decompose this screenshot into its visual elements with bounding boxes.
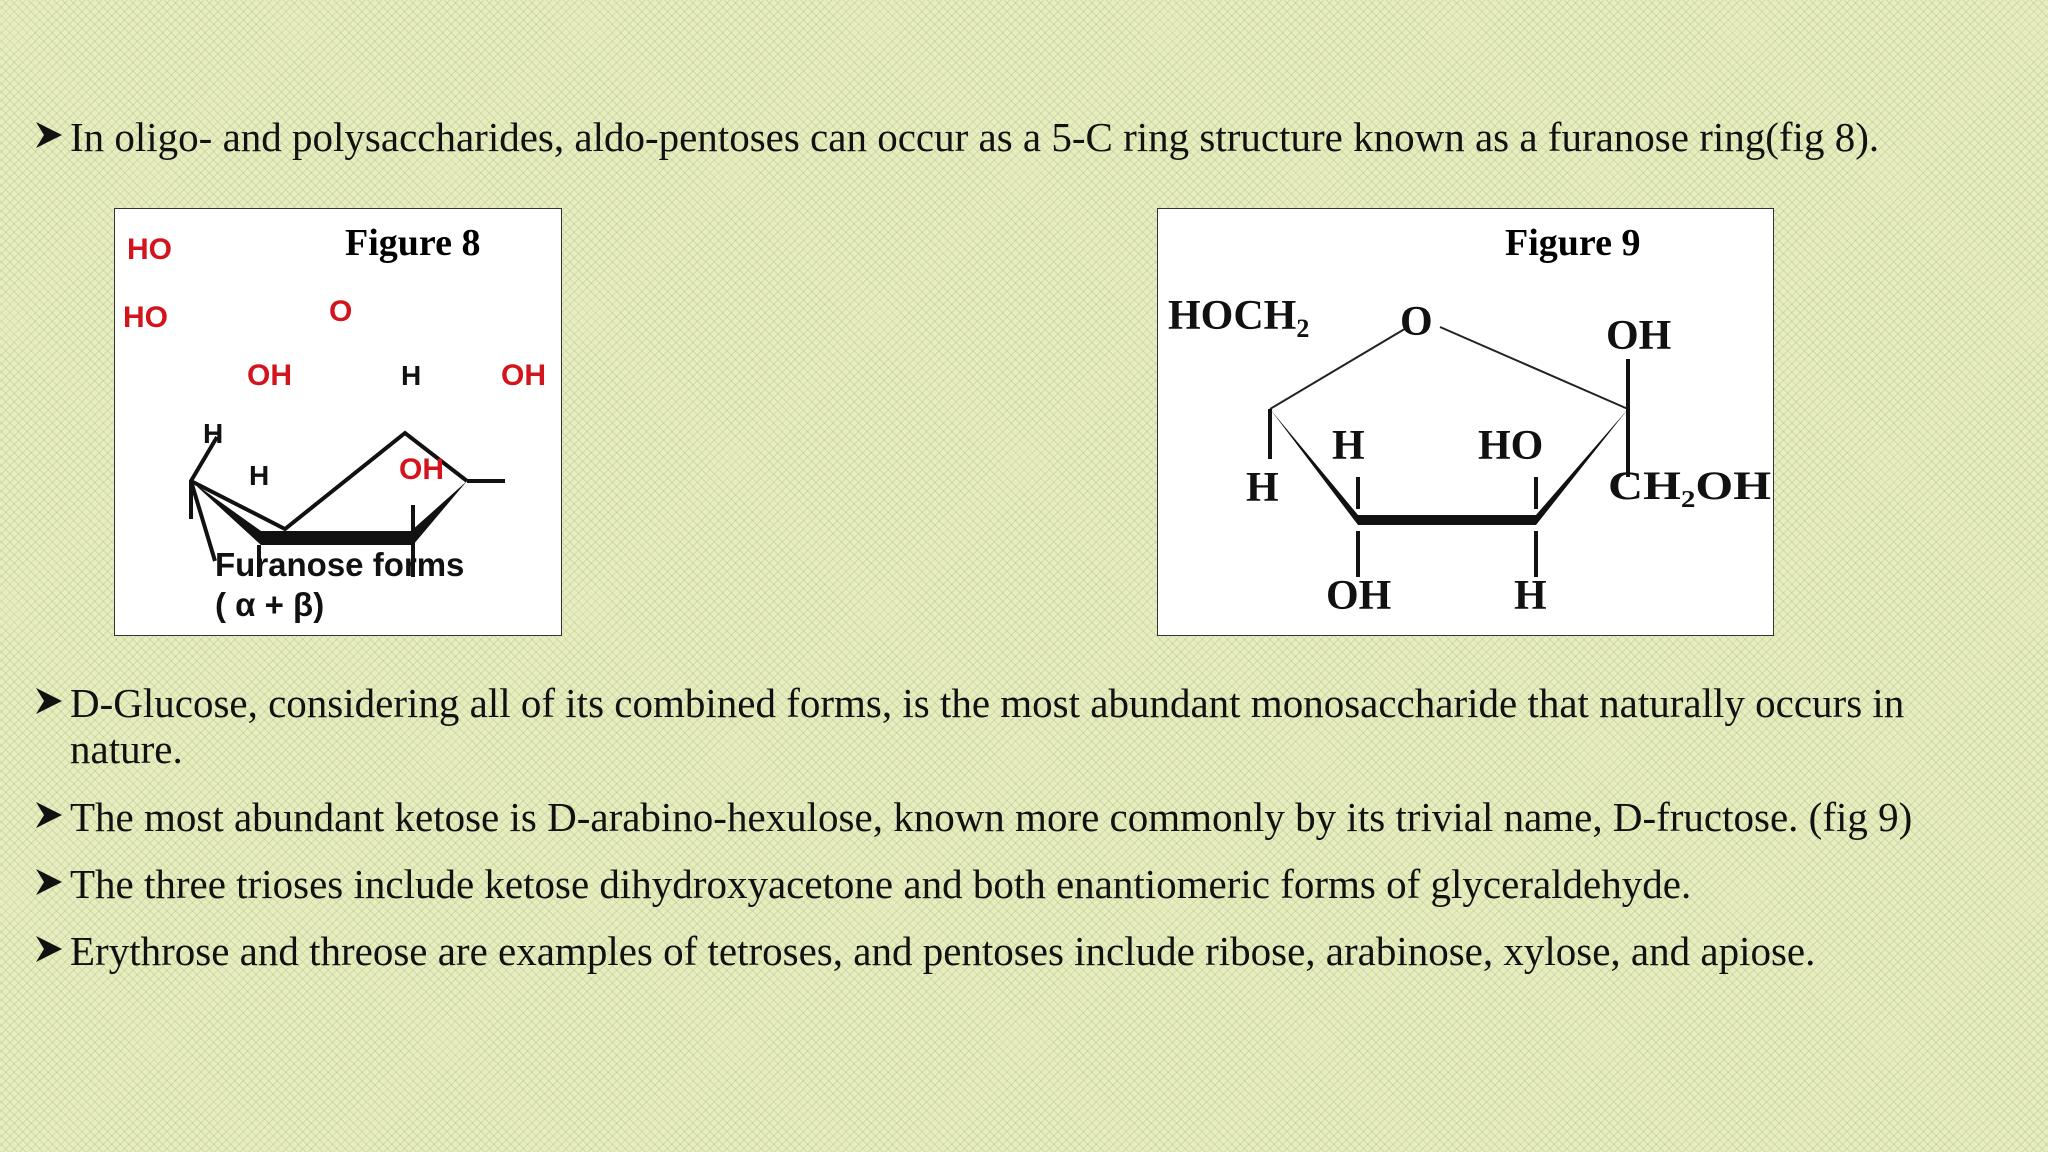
fig9-label-h-c4: H [1332, 423, 1365, 469]
figure-8-caption-line2: ( α + β) [215, 586, 325, 623]
fig9-label-h-c3: H [1514, 573, 1547, 619]
fig9-label-ho-c3: HO [1478, 423, 1544, 469]
fructose-structure-diagram [1158, 209, 1775, 637]
bullet-text: D-Glucose, considering all of its combined forms, is the most abundant monosaccharide that naturally occurs in nature. [70, 680, 1905, 772]
fig8-label-h-c4: H [203, 418, 224, 449]
bullet-3 [34, 794, 2019, 840]
bullet-text: The most abundant ketose is D-arabino-hexulose, known more commonly by its trivial name, D-fructose. (fig 9) [70, 794, 1913, 840]
bullet-5 [34, 928, 2019, 974]
figure-9 [1157, 208, 1774, 636]
fig8-label-ho-left: HO [123, 301, 168, 334]
fig8-label-h-c2: H [401, 360, 422, 391]
fig8-label-h-c3: H [249, 460, 270, 491]
arrow-bullet-icon [34, 861, 70, 897]
fig8-label-ho-top: HO [127, 233, 172, 266]
fig8-label-oh-c3: OH [247, 359, 292, 392]
fig9-label-ring-o: O [1400, 299, 1433, 345]
fig9-label-oh-top: OH [1606, 313, 1672, 359]
fig9-label-ch2oh: CH $_2$OH [1608, 463, 1758, 513]
arrow-bullet-icon [34, 928, 70, 964]
bullet-2 [34, 680, 2019, 772]
bullet-text: The three trioses include ketose dihydroxyacetone and both enantiomeric forms of glyceraldehyde. [70, 861, 1692, 907]
figure-8-caption-line1: Furanose forms [215, 546, 465, 583]
fig9-label-oh-c4: OH [1326, 573, 1392, 619]
figure-8 [114, 208, 562, 636]
bullet-1 [34, 114, 2019, 160]
fig9-label-hoch2: HOCH2 [1168, 293, 1310, 343]
arrow-bullet-icon [34, 114, 70, 150]
arrow-bullet-icon [34, 794, 70, 830]
fig9-label-h-c5: H [1246, 465, 1279, 511]
arrow-bullet-icon [34, 680, 70, 716]
figure-9-title: Figure 9 [1505, 222, 1641, 264]
fig8-label-ring-o: O [329, 295, 353, 328]
bullet-text: Erythrose and threose are examples of tetroses, and pentoses include ribose, arabinose, xylose, and apiose. [70, 928, 1816, 974]
fig8-label-oh-c2: OH [399, 453, 444, 486]
figure-8-title: Figure 8 [345, 222, 481, 264]
fig8-label-oh-anomeric: OH [501, 359, 546, 392]
bullet-text: In oligo- and polysaccharides, aldo-pentoses can occur as a 5-C ring structure known as a furanose ring(fig 8). [70, 114, 1880, 160]
bullet-4 [34, 861, 2019, 907]
